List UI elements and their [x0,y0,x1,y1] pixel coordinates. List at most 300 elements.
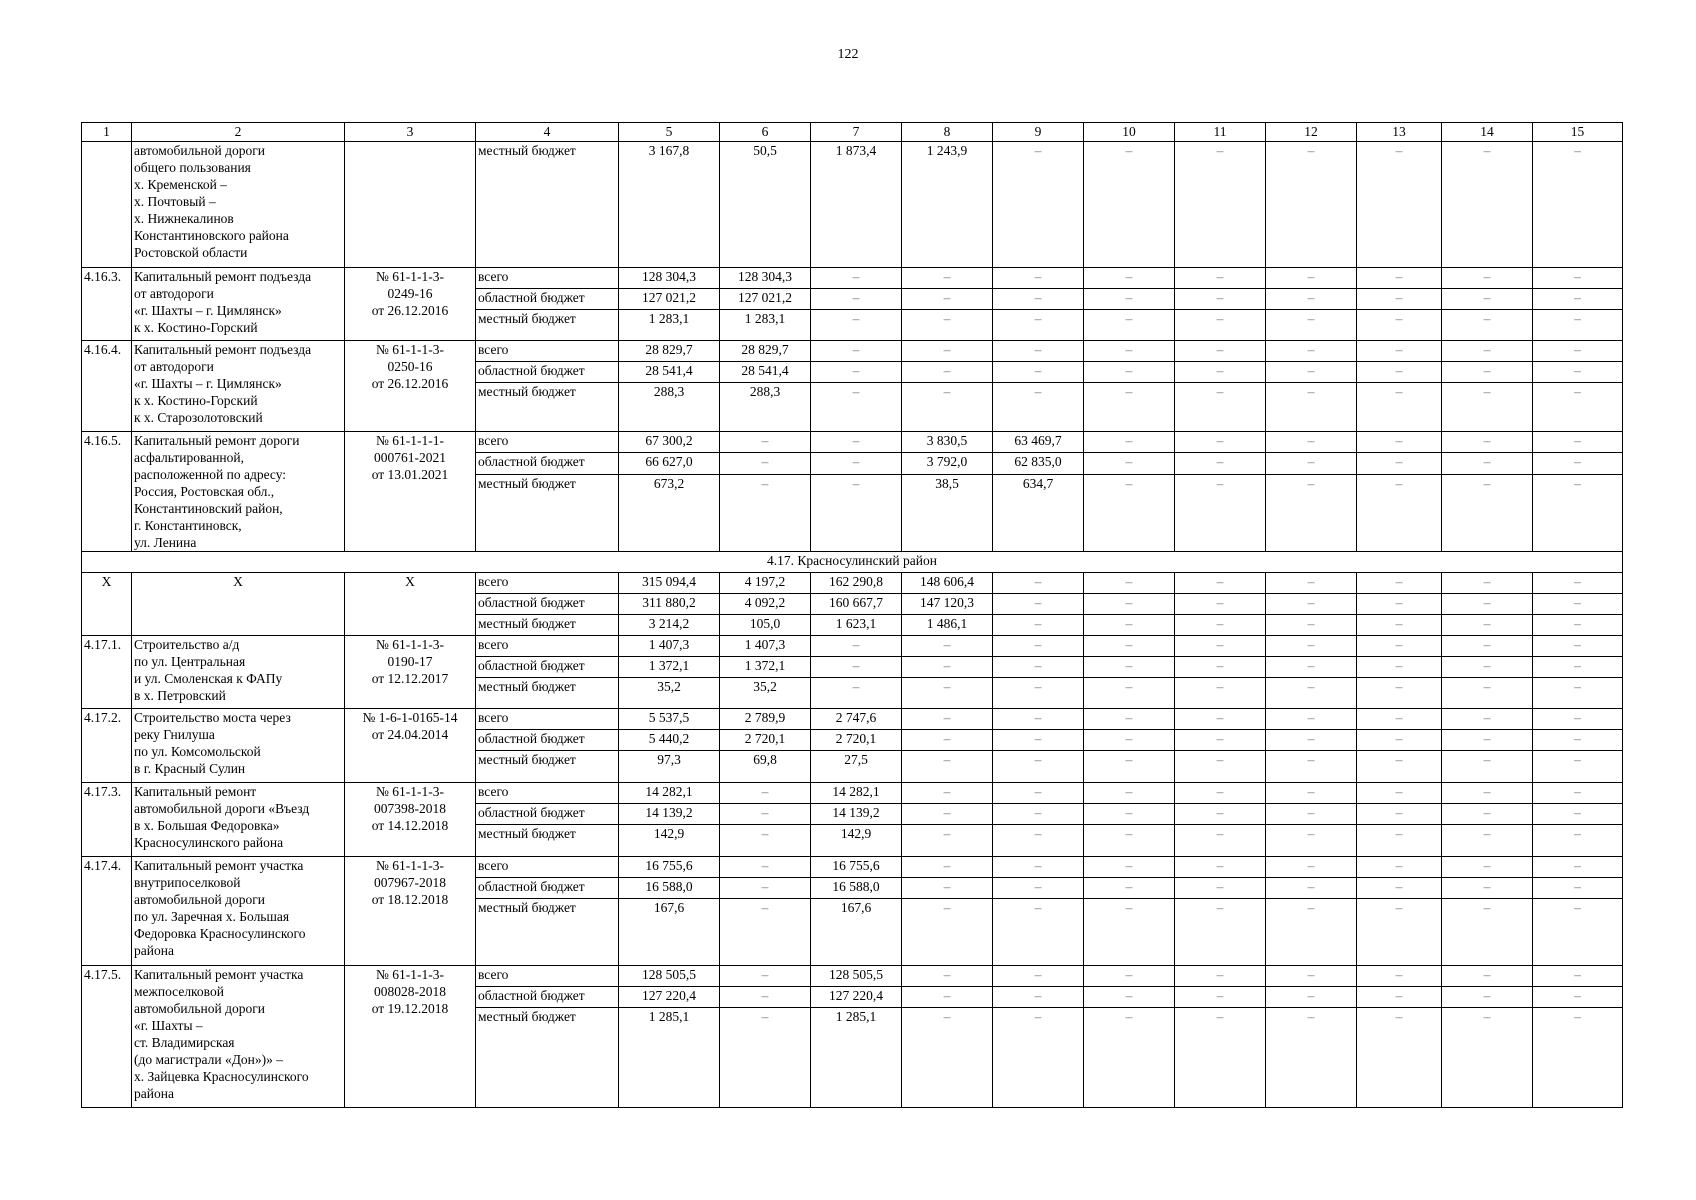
empty-value: – [902,709,993,730]
empty-value: – [1442,678,1533,709]
empty-value: – [1442,615,1533,636]
empty-value: – [1266,899,1357,966]
item-name: Капитальный ремонт участка внутрипоселковой автомобильной дороги по ул. Заречная х. Большая Федоровка Красносулинского района [132,857,345,966]
table-row [82,709,1623,730]
empty-value: – [1266,142,1357,268]
empty-value: – [1533,341,1623,362]
empty-value: – [1533,657,1623,678]
empty-value: – [902,878,993,899]
empty-value: – [1266,966,1357,987]
empty-value: – [1357,573,1442,594]
empty-value: – [1266,678,1357,709]
empty-value: – [1357,857,1442,878]
empty-value: – [993,678,1084,709]
empty-value: – [1533,709,1623,730]
empty-value: – [720,857,811,878]
empty-value: – [1442,362,1533,383]
item-number: 4.17.2. [82,709,132,783]
empty-value: – [1266,573,1357,594]
empty-value: – [1266,857,1357,878]
empty-value: – [811,657,902,678]
amount-value: 63 469,7 [993,432,1084,453]
budget-label: всего [476,636,619,657]
amount-value: 128 505,5 [619,966,720,987]
amount-value: 1 372,1 [619,657,720,678]
empty-value: – [1357,432,1442,453]
empty-value: – [1175,432,1266,453]
empty-value: – [1533,1008,1623,1108]
amount-value: 28 541,4 [720,362,811,383]
empty-value: – [902,341,993,362]
amount-value: 634,7 [993,474,1084,551]
empty-value: – [1442,432,1533,453]
empty-value: – [1442,594,1533,615]
empty-value: – [811,678,902,709]
empty-value: – [1084,432,1175,453]
empty-value: – [1175,474,1266,551]
item-number: 4.16.4. [82,341,132,432]
empty-value: – [720,804,811,825]
empty-value: – [1084,573,1175,594]
empty-value: – [1175,857,1266,878]
empty-value: – [1084,310,1175,341]
empty-value: – [1084,987,1175,1008]
section-title: 4.17. Красносулинский район [82,552,1623,573]
empty-value: – [1084,899,1175,966]
empty-value: – [1175,751,1266,783]
empty-value: – [993,615,1084,636]
empty-value: – [1357,636,1442,657]
empty-value: – [1266,878,1357,899]
header-cell: 1 [82,123,132,142]
header-cell: 15 [1533,123,1623,142]
empty-value: – [1442,636,1533,657]
budget-label: областной бюджет [476,453,619,474]
empty-value: – [1533,751,1623,783]
empty-value: – [1533,857,1623,878]
empty-value: – [1266,432,1357,453]
empty-value: – [1175,615,1266,636]
empty-value: – [1266,751,1357,783]
empty-value: – [993,573,1084,594]
empty-value: – [902,899,993,966]
empty-value: – [1357,1008,1442,1108]
amount-value: 1 407,3 [720,636,811,657]
item-document: № 61-1-1-1- 000761-2021 от 13.01.2021 [345,432,476,552]
empty-value: – [1442,453,1533,474]
amount-value: 16 588,0 [619,878,720,899]
amount-value: 3 214,2 [619,615,720,636]
amount-value: 127 021,2 [720,289,811,310]
amount-value: 160 667,7 [811,594,902,615]
amount-value: 128 304,3 [720,268,811,289]
amount-value: 28 829,7 [619,341,720,362]
empty-value: – [902,751,993,783]
empty-value: – [1442,825,1533,857]
budget-label: местный бюджет [476,751,619,783]
item-document: № 1-6-1-0165-14 от 24.04.2014 [345,709,476,783]
item-number: 4.16.5. [82,432,132,552]
amount-value: 16 588,0 [811,878,902,899]
empty-value: – [1533,615,1623,636]
empty-value: – [993,636,1084,657]
budget-label: местный бюджет [476,615,619,636]
empty-value: – [1175,678,1266,709]
amount-value: 288,3 [720,383,811,432]
item-document: № 61-1-1-3- 0250-16 от 26.12.2016 [345,341,476,432]
amount-value: 14 282,1 [811,783,902,804]
empty-value: – [1533,453,1623,474]
empty-value: – [1084,783,1175,804]
amount-value: 35,2 [720,678,811,709]
amount-value: 128 304,3 [619,268,720,289]
empty-value: – [902,987,993,1008]
empty-value: – [902,289,993,310]
empty-value: – [993,594,1084,615]
amount-value: 5 537,5 [619,709,720,730]
empty-value: – [1357,657,1442,678]
amount-value: 66 627,0 [619,453,720,474]
empty-value: – [993,857,1084,878]
budget-label: всего [476,432,619,453]
empty-value: – [720,453,811,474]
empty-value: – [993,730,1084,751]
amount-value: 147 120,3 [902,594,993,615]
empty-value: – [1084,730,1175,751]
empty-value: – [720,878,811,899]
table-body [82,142,1623,1108]
item-document: № 61-1-1-3- 007967-2018 от 18.12.2018 [345,857,476,966]
item-name: Капитальный ремонт дороги асфальтированной, расположенной по адресу: Россия, Ростовская обл., Константиновский район, г. Константиновск, ул. Ленина [132,432,345,552]
item-number: 4.16.3. [82,268,132,341]
empty-value: – [1266,383,1357,432]
empty-value: – [902,268,993,289]
item-number: 4.17.4. [82,857,132,966]
amount-value: 1 283,1 [619,310,720,341]
empty-value: – [1442,142,1533,268]
header-row [82,123,1623,142]
empty-value: – [1084,878,1175,899]
empty-value: – [1442,987,1533,1008]
empty-value: – [1357,751,1442,783]
budget-label: областной бюджет [476,657,619,678]
amount-value: 4 197,2 [720,573,811,594]
amount-value: 142,9 [811,825,902,857]
amount-value: 5 440,2 [619,730,720,751]
amount-value: 2 720,1 [720,730,811,751]
amount-value: 1 873,4 [811,142,902,268]
empty-value: – [1266,289,1357,310]
item-document: Х [345,573,476,636]
empty-value: – [1357,678,1442,709]
empty-value: – [1175,142,1266,268]
empty-value: – [1442,783,1533,804]
amount-value: 69,8 [720,751,811,783]
empty-value: – [1084,709,1175,730]
empty-value: – [1266,362,1357,383]
item-name: Капитальный ремонт подъезда от автодороги «г. Шахты – г. Цимлянск» к х. Костино-Горский [132,268,345,341]
budget-label: областной бюджет [476,804,619,825]
empty-value: – [1175,383,1266,432]
empty-value: – [993,987,1084,1008]
budget-label: областной бюджет [476,878,619,899]
item-document: № 61-1-1-3- 0249-16 от 26.12.2016 [345,268,476,341]
amount-value: 4 092,2 [720,594,811,615]
empty-value: – [1442,341,1533,362]
empty-value: – [993,289,1084,310]
empty-value: – [1533,594,1623,615]
empty-value: – [1533,825,1623,857]
empty-value: – [993,142,1084,268]
header-cell: 2 [132,123,345,142]
item-number: 4.17.3. [82,783,132,857]
budget-label: областной бюджет [476,289,619,310]
budget-label: местный бюджет [476,825,619,857]
budget-label: всего [476,341,619,362]
empty-value: – [1175,341,1266,362]
empty-value: – [993,804,1084,825]
amount-value: 127 220,4 [811,987,902,1008]
empty-value: – [1266,310,1357,341]
empty-value: – [1357,268,1442,289]
empty-value: – [1084,268,1175,289]
empty-value: – [1084,1008,1175,1108]
empty-value: – [1442,573,1533,594]
empty-value: – [902,783,993,804]
empty-value: – [1533,383,1623,432]
empty-value: – [993,657,1084,678]
empty-value: – [1175,1008,1266,1108]
amount-value: 311 880,2 [619,594,720,615]
amount-value: 28 829,7 [720,341,811,362]
empty-value: – [1266,594,1357,615]
empty-value: – [1533,289,1623,310]
empty-value: – [1533,636,1623,657]
amount-value: 14 139,2 [811,804,902,825]
empty-value: – [1533,268,1623,289]
empty-value: – [1084,751,1175,783]
empty-value: – [1357,709,1442,730]
empty-value: – [1357,474,1442,551]
empty-value: – [1357,878,1442,899]
empty-value: – [1084,657,1175,678]
empty-value: – [1266,730,1357,751]
empty-value: – [1266,783,1357,804]
amount-value: 1 372,1 [720,657,811,678]
empty-value: – [1357,310,1442,341]
empty-value: – [902,657,993,678]
item-document: № 61-1-1-3- 007398-2018 от 14.12.2018 [345,783,476,857]
empty-value: – [1084,383,1175,432]
empty-value: – [811,289,902,310]
empty-value: – [1175,268,1266,289]
empty-value: – [720,783,811,804]
budget-table [81,122,1623,1108]
empty-value: – [1357,453,1442,474]
empty-value: – [1084,362,1175,383]
empty-value: – [1442,751,1533,783]
budget-label: местный бюджет [476,474,619,551]
amount-value: 50,5 [720,142,811,268]
empty-value: – [811,268,902,289]
empty-value: – [1084,804,1175,825]
section-row [82,552,1623,573]
item-name: Строительство моста через реку Гнилуша по ул. Комсомольской в г. Красный Сулин [132,709,345,783]
empty-value: – [1175,966,1266,987]
empty-value: – [1442,804,1533,825]
amount-value: 1 486,1 [902,615,993,636]
empty-value: – [811,474,902,551]
empty-value: – [1357,987,1442,1008]
empty-value: – [720,474,811,551]
empty-value: – [1357,966,1442,987]
amount-value: 2 720,1 [811,730,902,751]
header-cell: 4 [476,123,619,142]
empty-value: – [811,341,902,362]
empty-value: – [1175,636,1266,657]
empty-value: – [1266,825,1357,857]
empty-value: – [1442,310,1533,341]
amount-value: 167,6 [619,899,720,966]
empty-value: – [811,636,902,657]
empty-value: – [1357,142,1442,268]
empty-value: – [902,310,993,341]
empty-value: – [1175,730,1266,751]
page-number: 122 [837,47,859,62]
header-cell: 11 [1175,123,1266,142]
empty-value: – [1442,709,1533,730]
empty-value: – [1175,289,1266,310]
empty-value: – [1175,573,1266,594]
empty-value: – [1266,453,1357,474]
empty-value: – [1442,289,1533,310]
empty-value: – [993,783,1084,804]
empty-value: – [1357,383,1442,432]
header-cell: 3 [345,123,476,142]
item-number: 4.17.1. [82,636,132,709]
empty-value: – [720,1008,811,1108]
table-row [82,268,1623,289]
empty-value: – [1357,615,1442,636]
budget-label: всего [476,573,619,594]
empty-value: – [993,1008,1084,1108]
table-row [82,636,1623,657]
empty-value: – [1175,310,1266,341]
budget-label: областной бюджет [476,730,619,751]
empty-value: – [1533,966,1623,987]
empty-value: – [1084,615,1175,636]
empty-value: – [1533,310,1623,341]
table-row [82,783,1623,804]
table-row [82,432,1623,453]
empty-value: – [1533,142,1623,268]
empty-value: – [993,878,1084,899]
empty-value: – [1266,474,1357,551]
empty-value: – [1266,987,1357,1008]
empty-value: – [1533,474,1623,551]
amount-value: 3 830,5 [902,432,993,453]
empty-value: – [993,709,1084,730]
empty-value: – [993,310,1084,341]
empty-value: – [1175,987,1266,1008]
empty-value: – [1175,783,1266,804]
empty-value: – [1533,878,1623,899]
budget-label: всего [476,268,619,289]
table-row [82,573,1623,594]
item-name: Капитальный ремонт участка межпоселковой автомобильной дороги «г. Шахты – ст. Владимирская (до магистрали «Дон»)» – х. Зайцевка Красносулинского района [132,966,345,1108]
empty-value: – [1442,857,1533,878]
amount-value: 1 283,1 [720,310,811,341]
empty-value: – [1357,362,1442,383]
empty-value: – [1266,1008,1357,1108]
empty-value: – [1533,432,1623,453]
empty-value: – [1266,341,1357,362]
empty-value: – [902,383,993,432]
empty-value: – [1266,615,1357,636]
empty-value: – [902,804,993,825]
amount-value: 673,2 [619,474,720,551]
empty-value: – [720,987,811,1008]
empty-value: – [1084,594,1175,615]
empty-value: – [1533,804,1623,825]
empty-value: – [1533,362,1623,383]
empty-value: – [1533,899,1623,966]
empty-value: – [1357,825,1442,857]
amount-value: 1 407,3 [619,636,720,657]
header-cell: 9 [993,123,1084,142]
amount-value: 288,3 [619,383,720,432]
empty-value: – [720,825,811,857]
header-cell: 5 [619,123,720,142]
empty-value: – [1084,474,1175,551]
item-document: № 61-1-1-3- 0190-17 от 12.12.2017 [345,636,476,709]
budget-label: областной бюджет [476,987,619,1008]
amount-value: 16 755,6 [619,857,720,878]
empty-value: – [1175,362,1266,383]
empty-value: – [1442,657,1533,678]
empty-value: – [1533,678,1623,709]
header-cell: 13 [1357,123,1442,142]
empty-value: – [1084,142,1175,268]
amount-value: 38,5 [902,474,993,551]
amount-value: 105,0 [720,615,811,636]
amount-value: 16 755,6 [811,857,902,878]
empty-value: – [1442,1008,1533,1108]
empty-value: – [993,966,1084,987]
empty-value: – [811,383,902,432]
empty-value: – [1175,899,1266,966]
amount-value: 97,3 [619,751,720,783]
item-number: 4.17.5. [82,966,132,1108]
empty-value: – [902,1008,993,1108]
empty-value: – [1266,636,1357,657]
item-number [82,142,132,268]
amount-value: 148 606,4 [902,573,993,594]
empty-value: – [720,966,811,987]
table-row [82,966,1623,987]
empty-value: – [1442,878,1533,899]
amount-value: 127 220,4 [619,987,720,1008]
budget-label: местный бюджет [476,899,619,966]
empty-value: – [1357,730,1442,751]
empty-value: – [1266,804,1357,825]
amount-value: 3 167,8 [619,142,720,268]
empty-value: – [993,899,1084,966]
empty-value: – [811,453,902,474]
amount-value: 14 282,1 [619,783,720,804]
empty-value: – [811,432,902,453]
empty-value: – [1175,825,1266,857]
